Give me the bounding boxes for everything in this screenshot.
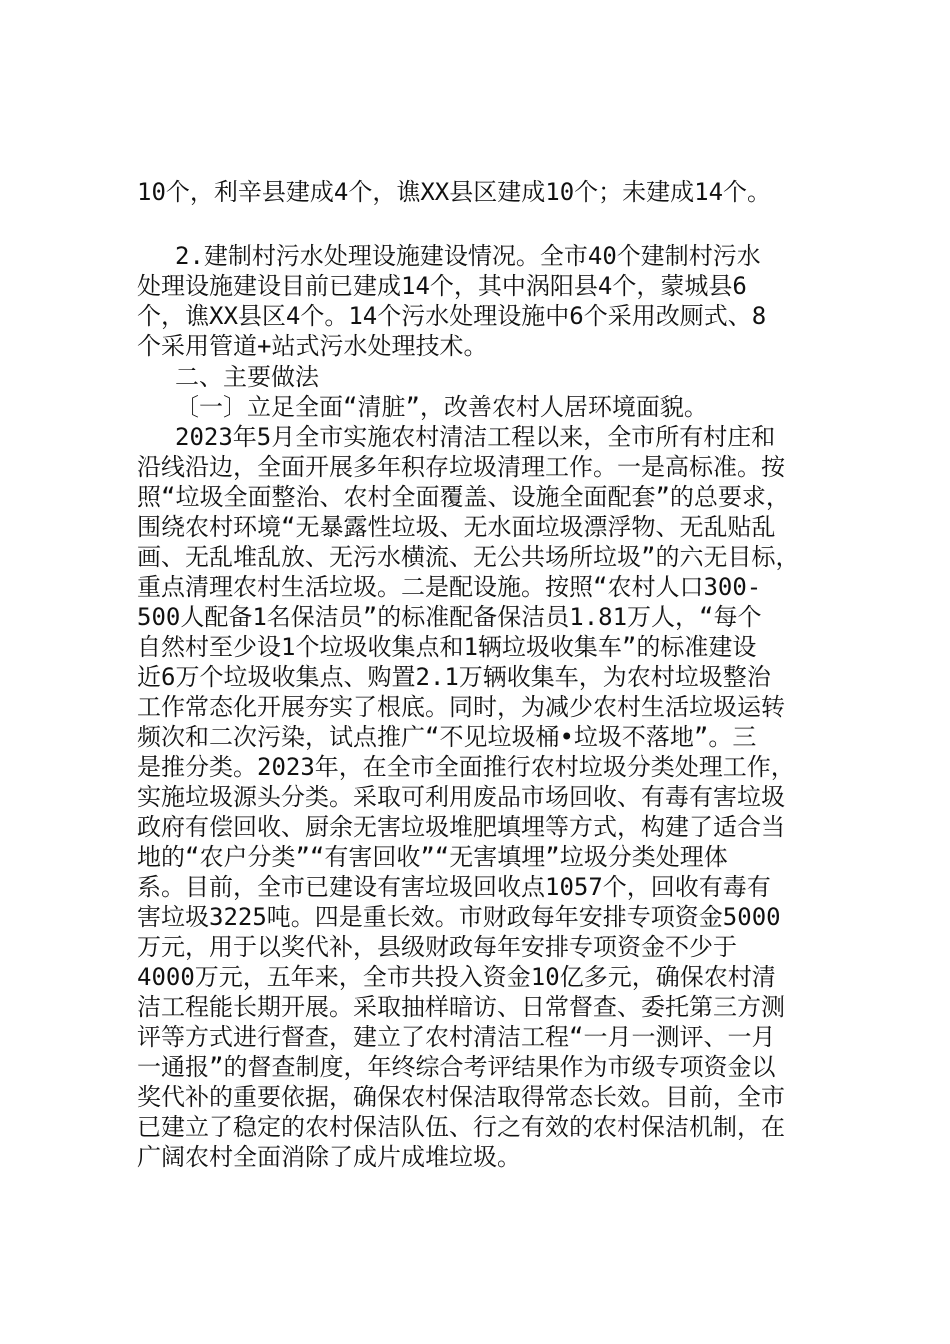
body-line-3: 照“垃圾全面整治、农村全面覆盖、设施全面配套”的总要求， [137,483,790,511]
section-2-line-4: 个采用管道+站式污水处理技术。 [137,332,488,360]
body-line-16: 系。目前，全市已建设有害垃圾回收点1057个，回收有毒有 [137,873,771,901]
body-line-18: 万元，用于以奖代补，县级财政每年安排专项资金不少于 [137,933,737,961]
body-line-1: 2023年5月全市实施农村清洁工程以来，全市所有村庄和 [175,423,776,451]
body-line-2: 沿线沿边，全面开展多年积存垃圾清理工作。一是高标准。按 [137,453,785,481]
section-2-line-3: 个，谯XX县区4个。14个污水处理设施中6个采用改厕式、8 [137,302,767,330]
body-line-6: 重点清理农村生活垃圾。二是配设施。按照“农村人口300- [137,573,762,601]
body-line-4: 围绕农村环境“无暴露性垃圾、无水面垃圾漂浮物、无乱贴乱 [137,513,776,541]
body-line-23: 奖代补的重要依据，确保农村保洁取得常态长效。目前，全市 [137,1083,785,1111]
body-line-20: 洁工程能长期开展。采取抽样暗访、日常督查、委托第三方测 [137,993,785,1021]
heading-main-approaches: 二、主要做法 [175,363,319,391]
body-line-12: 是推分类。2023年，在全市全面推行农村垃圾分类处理工作， [137,753,795,781]
body-line-14: 政府有偿回收、厨余无害垃圾堆肥填埋等方式，构建了适合当 [137,813,785,841]
body-line-5: 画、无乱堆乱放、无污水横流、无公共场所垃圾”的六无目标， [137,543,800,571]
body-line-17: 害垃圾3225吨。四是重长效。市财政每年安排专项资金5000 [137,903,781,931]
body-line-10: 工作常态化开展夯实了根底。同时，为减少农村生活垃圾运转 [137,693,785,721]
section-2-line-2: 处理设施建设目前已建成14个，其中涡阳县4个，蒙城县6 [137,272,747,300]
body-line-19: 4000万元，五年来，全市共投入资金10亿多元，确保农村清 [137,963,776,991]
body-line-21: 评等方式进行督查，建立了农村清洁工程“一月一测评、一月 [137,1023,776,1051]
subheading-one: 〔一〕立足全面“清脏”，改善农村人居环境面貌。 [175,393,708,421]
body-line-22: 一通报”的督查制度，年终综合考评结果作为市级专项资金以 [137,1053,776,1081]
body-line-7: 500人配备1名保洁员”的标准配备保洁员1.81万人，“每个 [137,603,762,631]
body-line-13: 实施垃圾源头分类。采取可利用废品市场回收、有毒有害垃圾 [137,783,785,811]
body-line-25: 广阔农村全面消除了成片成堆垃圾。 [137,1143,521,1171]
body-line-8: 自然村至少设1个垃圾收集点和1辆垃圾收集车”的标准建设 [137,633,757,661]
body-line-24: 已建立了稳定的农村保洁队伍、行之有效的农村保洁机制，在 [137,1113,785,1141]
paragraph-continuation: 10个，利辛县建成4个，谯XX县区建成10个；未建成14个。 [137,178,772,206]
body-line-11: 频次和二次污染，试点推广“不见垃圾桶•垃圾不落地”。三 [137,723,757,751]
body-line-9: 近6万个垃圾收集点、购置2.1万辆收集车，为农村垃圾整治 [137,663,771,691]
body-line-15: 地的“农户分类”“有害回收”“无害填埋”垃圾分类处理体 [137,843,728,871]
section-2-line-1: 2.建制村污水处理设施建设情况。全市40个建制村污水 [175,242,761,270]
